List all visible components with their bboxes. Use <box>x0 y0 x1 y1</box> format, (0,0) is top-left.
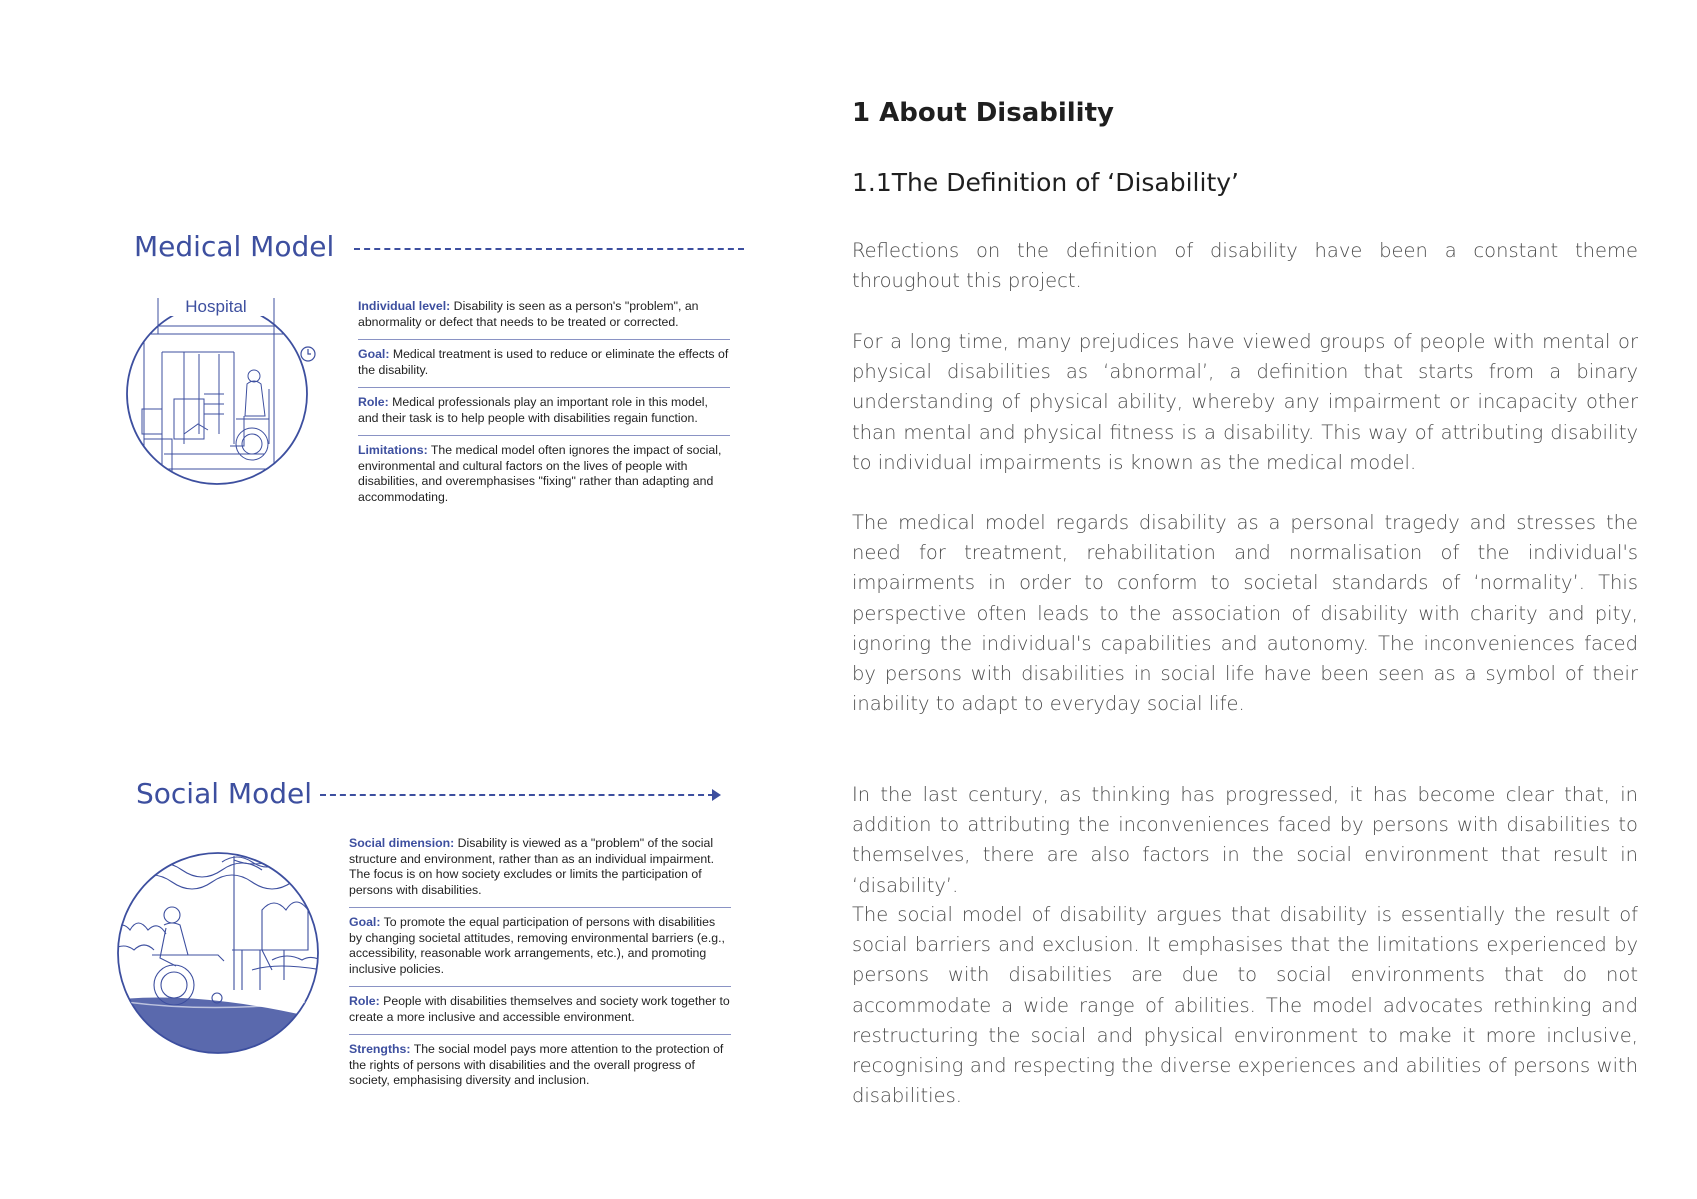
item-text: Disability is viewed as a "problem" of the social structure and environment, rather than as an individual impairment. The focus is on how society excludes or limits the participation of persons with disabilities. <box>349 836 714 897</box>
hospital-label: Hospital <box>185 297 247 316</box>
list-item <box>358 436 730 514</box>
list-item <box>358 292 730 340</box>
item-label: Goal: <box>349 915 381 929</box>
item-label: Strengths: <box>349 1042 411 1056</box>
paragraph-4: In the last century, as thinking has progressed, it has become clear that, in addition to attributing the inconveniences faced by persons with disabilities to themselves, there are also factors in the social environment that result in ‘disability’. <box>852 783 1638 897</box>
paragraph-1: Reflections on the definition of disability have been a constant theme throughout this project. <box>852 239 1638 293</box>
item-label: Social dimension: <box>349 836 455 850</box>
item-text: Medical treatment is used to reduce or eliminate the effects of the disability. <box>358 347 729 377</box>
social-illustration <box>112 850 324 1056</box>
item-text: The social model pays more attention to the protection of the rights of persons with disabilities and the overall progress of society, emphasising diversity and inclusion. <box>349 1042 724 1087</box>
item-text: To promote the equal participation of persons with disabilities by changing societal attitudes, removing environmental barriers (e.g., accessibility, reasonable work arrangements, etc.), and promoting inclusive policies. <box>349 915 725 976</box>
list-item <box>358 388 730 436</box>
medical-model-title: Medical Model <box>134 230 335 263</box>
social-model-title: Social Model <box>136 777 312 810</box>
item-text: Medical professionals play an important role in this model, and their task is to help people with disabilities regain function. <box>358 395 708 425</box>
item-label: Goal: <box>358 347 390 361</box>
paragraph-2: For a long time, many prejudices have viewed groups of people with mental or physical disabilities as ‘abnormal’, a definition that starts from a binary understanding of physical ability, whereby any impairment or incapacity other than mental and physical fitness is a disability. This way of attributing disability to individual impairments is known as the medical model. <box>852 330 1638 474</box>
list-item <box>349 1035 731 1098</box>
item-label: Role: <box>358 395 389 409</box>
item-text: People with disabilities themselves and society work together to create a more inclusive and accessible environment. <box>349 994 730 1024</box>
social-model-list <box>349 829 731 1098</box>
paragraph-5: The social model of disability argues that disability is essentially the result of social barriers and exclusion. It emphasises that the limitations experienced by persons with disabilities are due to social environments that do not accommodate a wide range of abilities. The model advocates rethinking and restructuring the social and physical environment to make it more inclusive, recognising and respecting the diverse experiences and abilities of persons with disabilities. <box>852 903 1638 1108</box>
item-text: The medical model often ignores the impact of social, environmental and cultural factors on the lives of people with disabilities, and overemphasises "fixing" rather than adapting and accommodating. <box>358 443 722 504</box>
item-label: Individual level: <box>358 299 451 313</box>
paragraph-3: The medical model regards disability as a personal tragedy and stresses the need for treatment, rehabilitation and normalisation of the individual's impairments in order to conform to societal standards of ‘normality’. This perspective often leads to the association of disability with charity and pity, ignoring the individual's capabilities and autonomy. The inconveniences faced by persons with disabilities in social life have been seen as a symbol of their inability to adapt to everyday social life. <box>852 511 1638 716</box>
list-item <box>358 340 730 388</box>
item-text: Disability is seen as a person's "problem", an abnormality or defect that needs to be treated or corrected. <box>358 299 699 329</box>
list-item <box>349 908 731 987</box>
list-item <box>349 829 731 908</box>
item-label: Limitations: <box>358 443 428 457</box>
social-model-divider <box>320 794 714 796</box>
item-label: Role: <box>349 994 380 1008</box>
clock-icon <box>299 345 317 363</box>
arrow-right-icon <box>712 789 721 801</box>
medical-model-divider <box>354 248 744 250</box>
section-subheading: 1.1The Definition of ‘Disability’ <box>852 168 1239 197</box>
section-heading: 1 About Disability <box>852 98 1114 128</box>
list-item <box>349 987 731 1035</box>
hospital-illustration <box>124 294 310 512</box>
medical-model-list <box>358 292 730 514</box>
